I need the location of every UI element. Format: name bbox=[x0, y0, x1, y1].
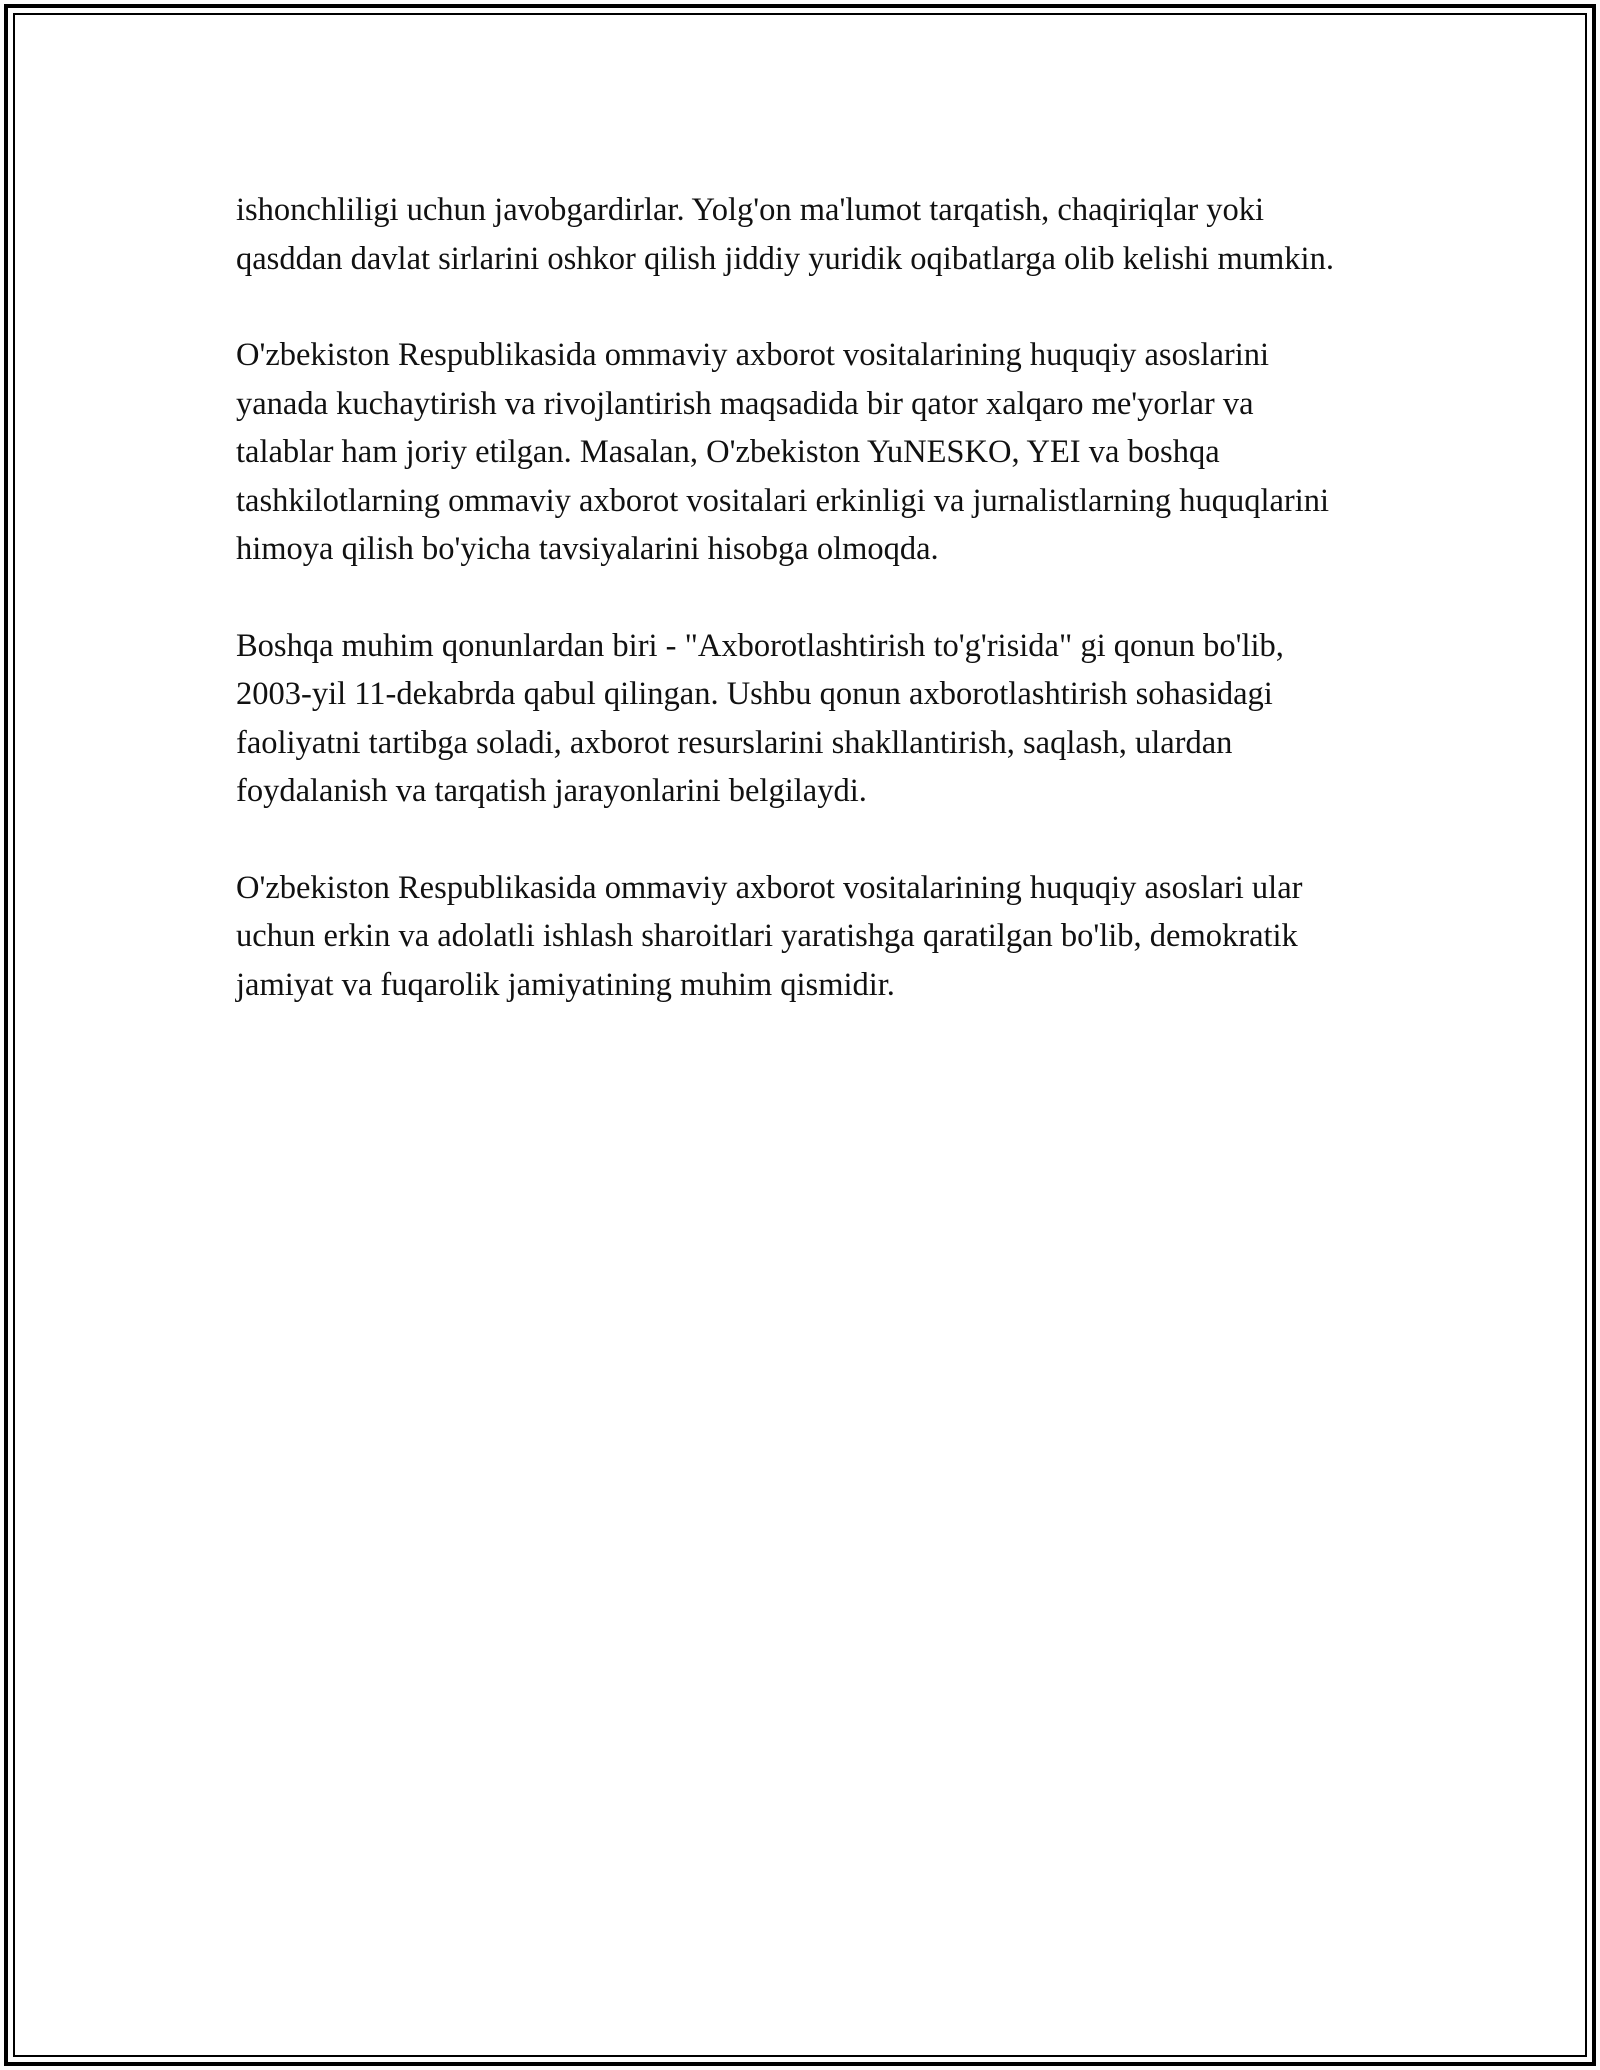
document-body bbox=[236, 186, 1356, 1057]
paragraph-1: ishonchliligi uchun javobgardirlar. Yolg'on ma'lumot tarqatish, chaqiriqlar yoki qasddan davlat sirlarini oshkor qilish jiddiy yuridik oqibatlarga olib kelishi mumkin. bbox=[236, 192, 1334, 277]
paragraph-2: O'zbekiston Respublikasida ommaviy axborot vositalarining huquqiy asoslarini yanada kuchaytirish va rivojlantirish maqsadida bir qator xalqaro me'yorlar va talablar ham joriy etilgan. Masalan, O'zbekiston YuNESKO, YEI va boshqa tashkilotlarning ommaviy axborot vositalari erkinligi va jurnalistlarning huquqlarini himoya qilish bo'yicha tavsiyalarini hisobga olmoqda. bbox=[236, 337, 1330, 567]
paragraph-4: O'zbekiston Respublikasida ommaviy axborot vositalarining huquqiy asoslari ular uchun erkin va adolatli ishlash sharoitlari yaratishga qaratilgan bo'lib, demokratik jamiyat va fuqarolik jamiyatining muhim qismidir. bbox=[236, 869, 1303, 1003]
paragraph-3: Boshqa muhim qonunlardan biri - "Axborotlashtirish to'g'risida" gi qonun bo'lib, 2003-yil 11-dekabrda qabul qilingan. Ushbu qonun axborotlashtirish sohasidagi faoliyatni tartibga soladi, axborot resurslarini shakllantirish, saqlash, ulardan foydalanish va tarqatish jarayonlarini belgilaydi. bbox=[236, 627, 1284, 809]
